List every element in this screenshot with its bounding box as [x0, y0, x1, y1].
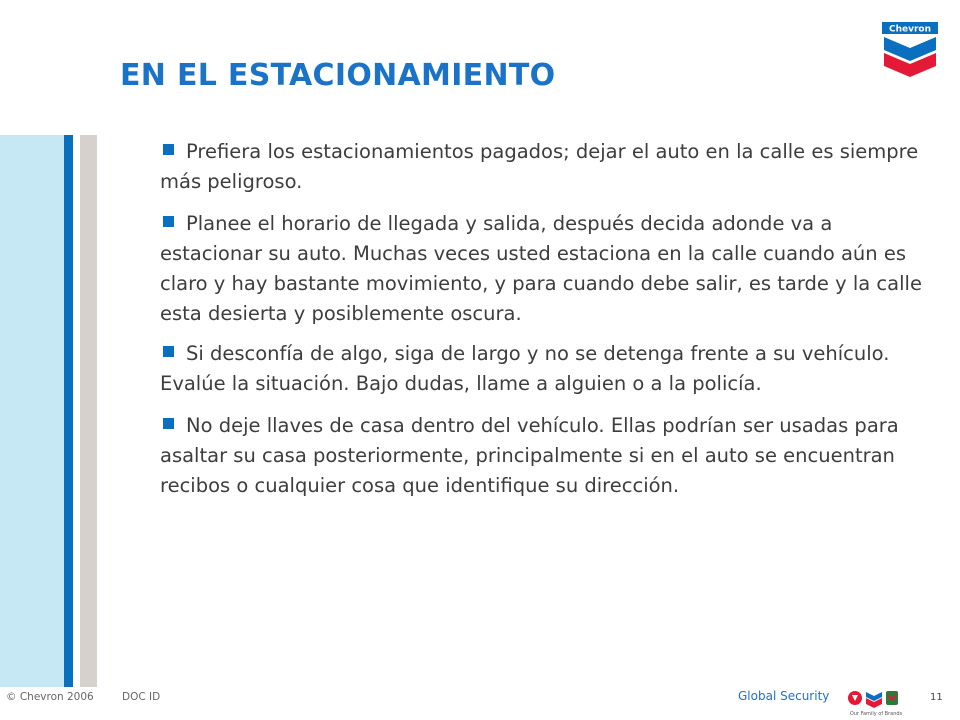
bullet-text: Planee el horario de llegada y salida, después decida adonde va a estacionar su auto. Muchas veces usted estaciona en la calle cuando aún es claro y hay bastante movimiento, y para cuando debe salir, es tarde y la calle esta desierta y posiblemente oscura. — [160, 212, 922, 325]
bullet-text: No deje llaves de casa dentro del vehículo. Ellas podrían ser usadas para asaltar su casa posteriormente, principalmente si en el auto se encuentran recibos o cualquier cosa que identifique su dirección. — [160, 414, 899, 497]
footer-global-security: Global Security — [738, 689, 830, 703]
footer-copyright: © Chevron 2006 — [6, 691, 94, 703]
list-item — [160, 339, 930, 399]
slide-title: EN EL ESTACIONAMIENTO — [120, 58, 556, 93]
list-item — [160, 209, 930, 329]
decorative-bar-blue — [64, 135, 73, 687]
brands-caption: Our Family of Brands — [849, 711, 903, 717]
bullet-text: Si desconfía de algo, siga de largo y no se detenga frente a su vehículo. Evalúe la situación. Bajo dudas, llame a alguien o a la policía. — [160, 342, 890, 395]
list-item — [160, 137, 930, 197]
square-bullet-icon — [163, 346, 174, 357]
square-bullet-icon — [163, 418, 174, 429]
decorative-bar-light-blue — [0, 135, 64, 687]
chevron-logo-icon — [880, 20, 940, 80]
bullet-text: Prefiera los estacionamientos pagados; dejar el auto en la calle es siempre más peligroso. — [160, 140, 919, 193]
bullet-list — [160, 137, 930, 513]
square-bullet-icon — [163, 144, 174, 155]
square-bullet-icon — [163, 216, 174, 227]
chevron-logo-text: Chevron — [888, 24, 932, 35]
footer-doc-id: DOC ID — [122, 691, 161, 703]
page-number: 11 — [930, 692, 943, 703]
list-item — [160, 411, 930, 501]
decorative-bar-gray — [80, 135, 97, 687]
